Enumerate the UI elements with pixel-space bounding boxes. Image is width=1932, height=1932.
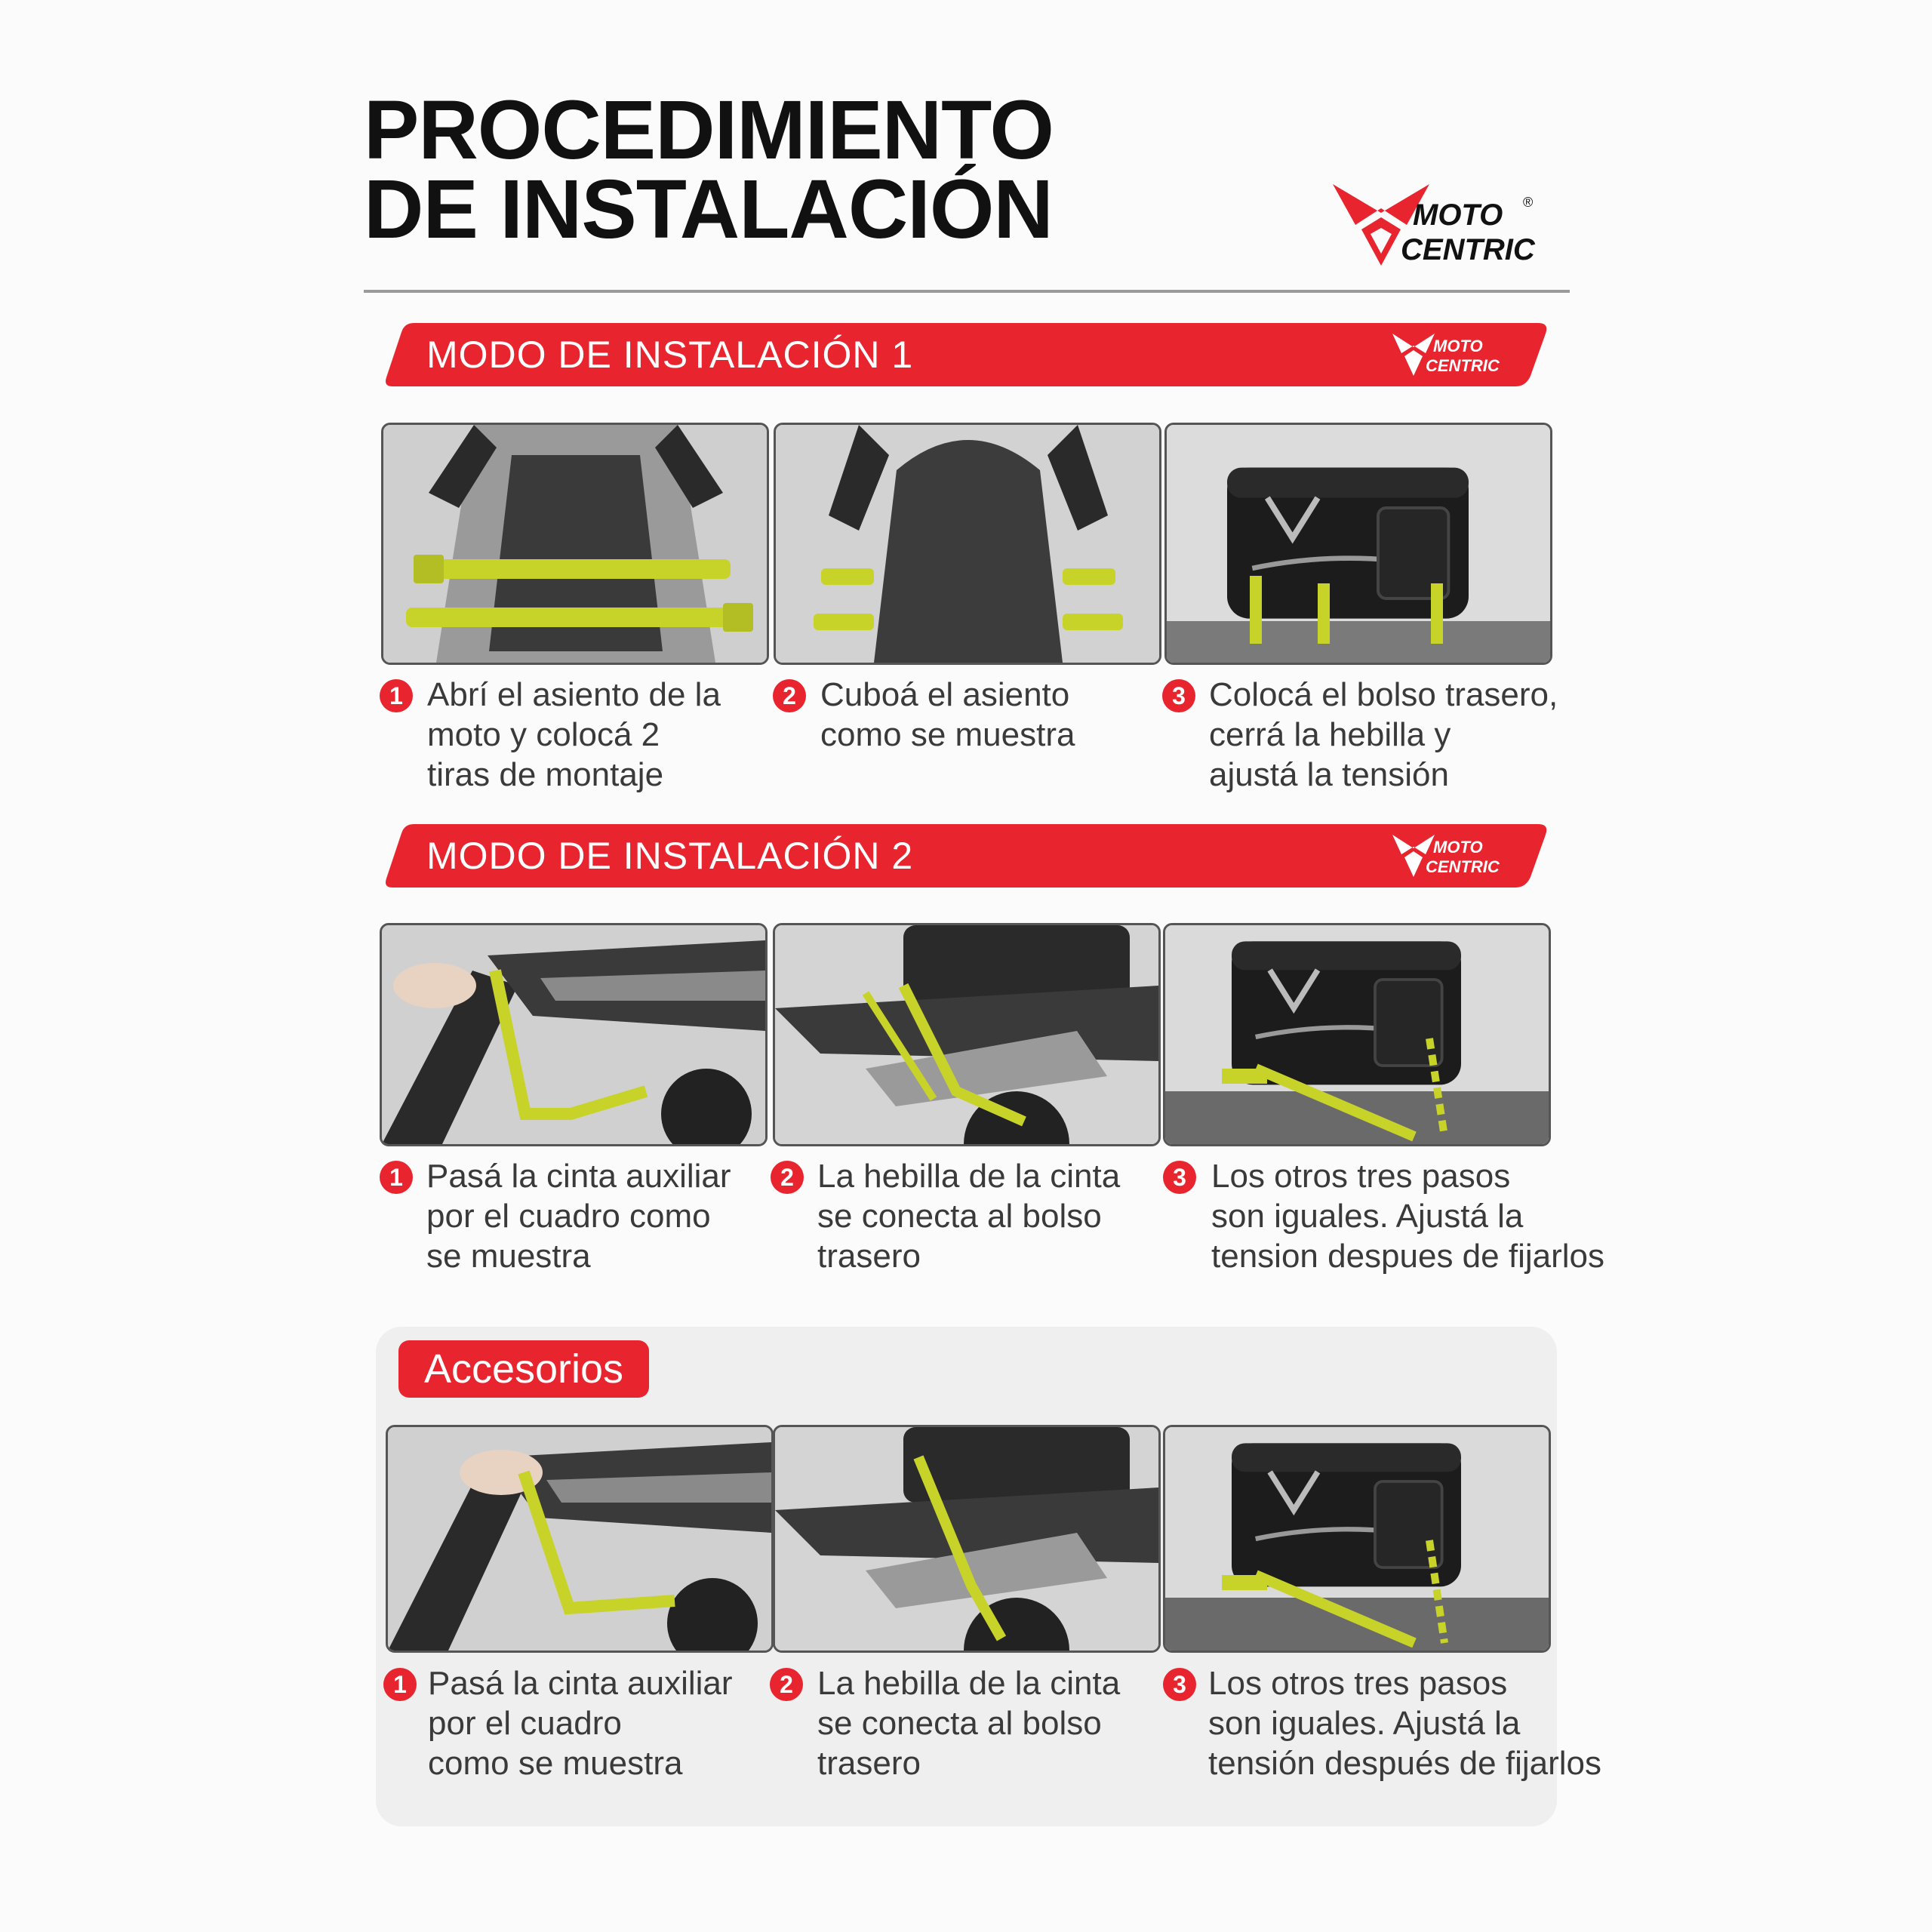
step-badge: 1 [383,1668,417,1701]
frame-strap-photo [386,1425,774,1653]
step-caption: Abrí el asiento de la moto y colocá 2 tiras de montaje [427,676,721,793]
step-badge: 2 [773,679,806,712]
bag-rear-photo [1163,1425,1551,1653]
frame-strap-photo [380,923,768,1146]
svg-text:CENTRIC: CENTRIC [1426,857,1500,876]
step-caption: Los otros tres pasos son iguales. Ajustá la tension despues de fijarlos [1211,1158,1604,1275]
step-caption: La hebilla de la cinta se conecta al bolso trasero [817,1158,1121,1275]
banner-logo [1391,833,1504,880]
page-title [364,84,1054,256]
banner-logo [1391,332,1504,379]
section-2-title: MODO DE INSTALACIÓN 2 [426,835,914,877]
step-badge: 1 [380,679,413,712]
buckle-bag-photo [773,1425,1161,1653]
step-caption: La hebilla de la cinta se conecta al bolso trasero [817,1665,1121,1782]
bag-mounted-photo [1164,423,1552,665]
section-1-title: MODO DE INSTALACIÓN 1 [426,334,914,376]
step-caption: Cuboá el asiento como se muestra [820,676,1075,753]
svg-text:MOTO: MOTO [1433,838,1483,857]
step-badge: 3 [1162,679,1195,712]
brand-logo [1328,181,1555,272]
header-divider [364,290,1570,293]
page-title-line-1: PROCEDIMIENTO [364,84,1054,177]
accessories-title: Accesorios [423,1346,624,1392]
step-badge: 2 [771,1161,804,1194]
accessories-chip [398,1340,649,1398]
step-caption: Los otros tres pasos son iguales. Ajustá la tensión después de fijarlos [1208,1665,1601,1782]
brand-registered: ® [1523,195,1534,210]
step-caption: Pasá la cinta auxiliar por el cuadro como se muestra [426,1158,731,1275]
step-caption: Pasá la cinta auxiliar por el cuadro como se muestra [428,1665,733,1782]
bag-rear-photo [1163,923,1551,1146]
step-badge: 1 [380,1161,413,1194]
brand-line-2: CENTRIC [1401,233,1535,266]
seat-covered-photo [774,423,1161,665]
section-2-banner [383,824,1549,888]
svg-text:CENTRIC: CENTRIC [1426,356,1500,375]
page-title-line-2: DE INSTALACIÓN [364,163,1053,256]
section-1-banner [383,323,1549,386]
step-badge: 3 [1163,1161,1196,1194]
brand-line-1: MOTO [1413,198,1503,232]
step-badge: 3 [1163,1668,1196,1701]
buckle-bag-photo [773,923,1161,1146]
step-badge: 2 [770,1668,803,1701]
step-caption: Colocá el bolso trasero, cerrá la hebilla y ajustá la tensión [1209,676,1558,793]
seat-open-straps-photo [381,423,769,665]
svg-text:MOTO: MOTO [1433,337,1483,355]
